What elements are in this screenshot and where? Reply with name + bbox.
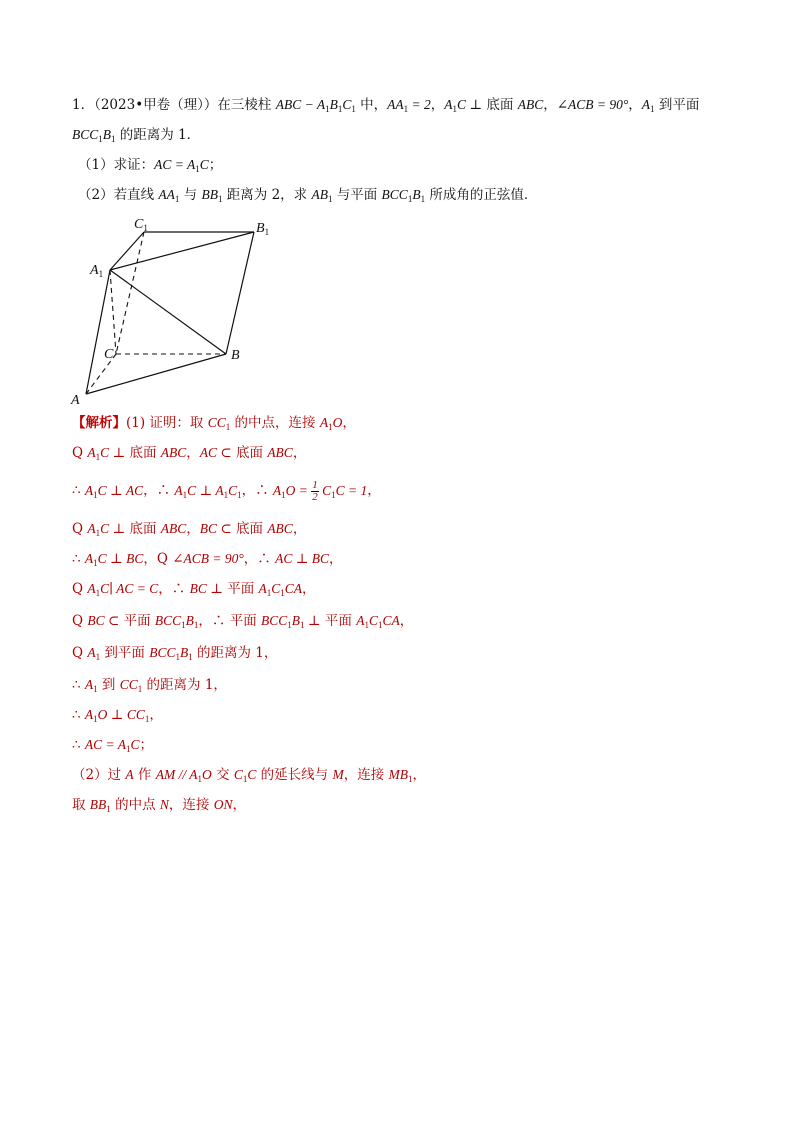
fraction-half: $\frac{1}{2}$ [312, 479, 318, 503]
solution-line-6: Q $A_1C∣$ AC = C，∴ BC ⊥ 平面 $A_1C_1CA$， [72, 581, 316, 598]
solution-part2-line-1: （2）过 A 作 AM // $A_1O$ 交 $C_1C$ 的延长线与 M，连接 $MB_1$， [72, 767, 426, 784]
solution-line-5: ∴ $A_1C$ ⊥ BC，Q ∠ACB = 90°，∴ AC ⊥ BC， [72, 551, 343, 568]
problem-part-2: （2）若直线 $AA_1$ 与 $BB_1$ 距离为 2，求 $AB_1$ 与平面 $BCC_1B_1$ 所成角的正弦值． [78, 187, 538, 204]
label-a1: $A_1$ [90, 263, 104, 279]
solution-line-8: Q $A_1$ 到平面 $BCC_1B_1$ 的距离为 1， [72, 645, 278, 662]
problem-line-1: 1．（2023•甲卷（理））在三棱柱 ABC − $A_1B_1C_1$ 中，$AA_1 = 2$，$A_1C$ ⊥ 底面 ABC，∠ACB = 90°，$A_1$ 到平面 [72, 97, 700, 114]
edge-b1b [226, 232, 254, 354]
condition-angle: ∠ACB = 90° [556, 97, 629, 112]
solution-line-3: ∴ $A_1C$ ⊥ AC，∴ $A_1C$ ⊥ $A_1C_1$，∴ $A_1O$ = $\frac{1}{2}$ $C_1C = 1$， [72, 479, 381, 503]
problem-line-2: $BCC_1B_1$ 的距离为 1． [72, 127, 201, 144]
solution-line-10: ∴ $A_1O$ ⊥ $CC_1$， [72, 707, 163, 724]
condition-aa1: $AA_1 = 2$ [387, 97, 431, 114]
solution-line-11: ∴ AC = $A_1C$； [72, 737, 154, 754]
label-b1: $B_1$ [256, 221, 270, 237]
solution-line-2: Q $A_1C$ ⊥ 底面 ABC，AC ⊂ 底面 ABC， [72, 445, 307, 462]
label-a: A [71, 393, 80, 408]
edge-a1c-hidden [110, 270, 116, 354]
solution-line-4: Q $A_1C$ ⊥ 底面 ABC，BC ⊂ 底面 ABC， [72, 521, 307, 538]
analysis-tag: 【解析】 [72, 415, 126, 431]
label-c1: $C_1$ [134, 217, 148, 233]
prism-name: ABC − $A_1B_1C_1$ [275, 97, 356, 114]
solution-line-7: Q BC ⊂ 平面 $BCC_1B_1$，∴ 平面 $BCC_1B_1$ ⊥ 平面 $A_1C_1CA$， [72, 613, 414, 630]
edge-a1b [110, 270, 226, 354]
solution-line-9: ∴ $A_1$ 到 $CC_1$ 的距离为 1， [72, 677, 227, 694]
edge-a1a [86, 270, 110, 394]
problem-part-1: （1）求证：AC = $A_1C$； [78, 157, 223, 174]
edge-c1a1 [110, 232, 144, 270]
problem-source-text: 1．（2023•甲卷（理））在三棱柱 [72, 97, 276, 113]
edge-c1c-hidden [116, 232, 144, 354]
edge-a1b1 [110, 232, 254, 270]
prism-figure [66, 214, 286, 410]
label-c: C [104, 347, 114, 362]
solution-part2-line-2: 取 $BB_1$ 的中点 N，连接 ON， [72, 797, 246, 814]
label-b: B [231, 348, 240, 363]
condition-perp: $A_1C$ ⊥ [444, 97, 483, 114]
solution-line-1: 【解析】(1) 证明：取 $CC_1$ 的中点，连接 $A_1O$， [72, 415, 356, 432]
